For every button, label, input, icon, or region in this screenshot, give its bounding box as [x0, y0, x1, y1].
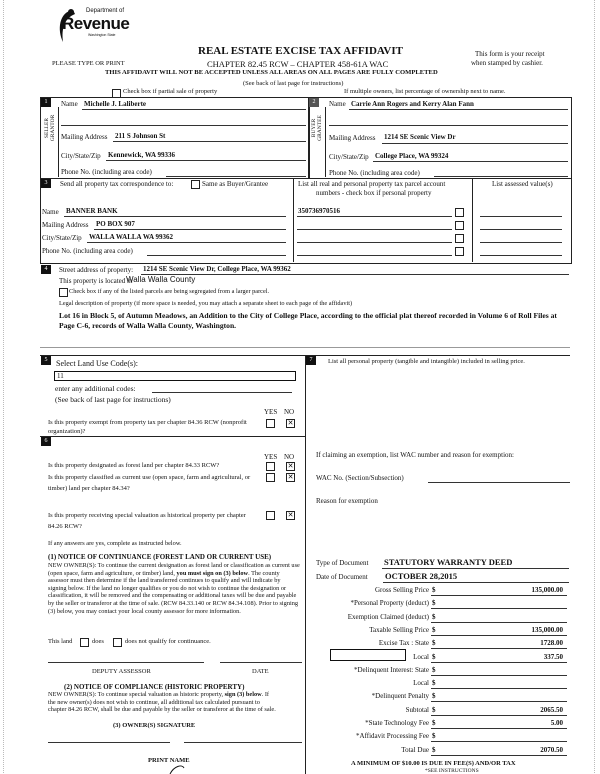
total-row-value[interactable]: 2065.50	[540, 705, 563, 714]
notice-continuance-title: (1) NOTICE OF CONTINUANCE (FOREST LAND OR CURRENT USE)	[48, 553, 272, 561]
total-row-label: Local	[413, 679, 429, 688]
partial-sale-label: Check box if partial sale of property	[123, 88, 218, 95]
dollar-sign: $	[432, 599, 436, 608]
correspondence-city[interactable]: WALLA WALLA WA 99362	[89, 233, 173, 241]
total-row-label: *Delinquent Penalty	[371, 692, 429, 701]
assessed-value-field[interactable]	[480, 255, 562, 256]
dollar-sign: $	[432, 745, 436, 754]
dollar-sign: $	[432, 732, 436, 741]
assessed-value-field[interactable]	[480, 229, 562, 230]
see-back-note: (See back of last page for instructions)	[243, 80, 344, 87]
local-jurisdiction-input[interactable]	[330, 649, 406, 661]
notice-compliance-title: (2) NOTICE OF COMPLIANCE (HISTORIC PROPERTY)	[64, 683, 245, 691]
section-number-7: 7	[306, 356, 316, 365]
forest-yes-checkbox[interactable]	[266, 462, 275, 471]
scan-edge-left	[3, 0, 4, 773]
correspondence-address[interactable]: PO BOX 907	[96, 220, 135, 228]
current-use-no-checkbox[interactable]: ✕	[287, 473, 294, 481]
total-row-label: Total Due	[401, 745, 429, 754]
total-row-value[interactable]: 1728.00	[540, 639, 563, 648]
wac-number-field[interactable]	[428, 482, 570, 483]
personal-property-checkbox[interactable]	[455, 208, 464, 217]
dollar-sign: $	[432, 705, 436, 714]
seller-city[interactable]: Kennewick, WA 99336	[108, 151, 175, 159]
owner-signature-line-1[interactable]	[48, 742, 170, 743]
property-county[interactable]: Walla Walla County	[126, 275, 196, 284]
parcel-number[interactable]: 350736970516	[298, 207, 340, 215]
assessed-value-field[interactable]	[480, 216, 562, 217]
type-or-print: PLEASE TYPE OR PRINT	[52, 60, 125, 67]
section-number-4: 4	[41, 265, 51, 274]
dollar-sign: $	[432, 665, 436, 674]
same-as-buyer-checkbox[interactable]	[191, 180, 200, 189]
correspondence-phone-field[interactable]	[147, 255, 286, 256]
dollar-sign: $	[432, 679, 436, 688]
assessed-value-field[interactable]	[480, 242, 562, 243]
notice-continuance-text: NEW OWNER(S): To continue the current designation as forest land or classification as current use (open space, farm and agriculture, or timber) land, you must sign on (3) below. The county assessor must then determine if the land transferred continues to qualify and will indicate by signing below. If the land no longer qualifies or you do not wish to continue the designation or classification, it will be removed and the compensating or additional taxes will be due and payable by the seller or transferor at the time of sale. (RCW 84.33.140 or RCW 84.34.108). Prior to signing (3) below, you may contact your local county assessor for more information.	[48, 562, 300, 615]
personal-property-checkbox[interactable]	[455, 247, 464, 256]
assessor-date-line[interactable]	[220, 662, 302, 663]
receipt-note-2: when stamped by cashier.	[471, 59, 543, 67]
section-number-3: 3	[41, 179, 51, 188]
buyer-address[interactable]: 1214 SE Scenic View Dr	[384, 133, 456, 141]
legal-description[interactable]: Lot 16 in Block 5, of Autumn Meadows, an Addition to the City of College Place, according to the official plat thereof recorded in Volume 6 of Roll Files at Page C-6, records of Walla Walla County, Washington.	[59, 311, 557, 330]
total-row-label: Local	[413, 652, 429, 661]
seller-name[interactable]: Michelle J. Laliberte	[84, 100, 147, 108]
total-row-label: *Affidavit Processing Fee	[356, 732, 429, 741]
personal-property-checkbox[interactable]	[455, 221, 464, 230]
multiple-owners-note: If multiple owners, list percentage of ownership next to name.	[344, 88, 506, 95]
dollar-sign: $	[432, 692, 436, 701]
land-use-code-input[interactable]: 11	[54, 371, 296, 381]
form-chapter: CHAPTER 82.45 RCW – CHAPTER 458-61A WAC	[207, 59, 389, 69]
correspondence-name[interactable]: BANNER BANK	[66, 207, 118, 215]
historic-no-checkbox[interactable]: ✕	[287, 511, 294, 519]
total-row-label: *Delinquent Interest: State	[353, 665, 429, 674]
receipt-note-1: This form is your receipt	[475, 50, 545, 58]
deputy-assessor-signature-line[interactable]	[48, 662, 204, 663]
dollar-sign: $	[432, 639, 436, 648]
warning-text: THIS AFFIDAVIT WILL NOT BE ACCEPTED UNLESS ALL AREAS ON ALL PAGES ARE FULLY COMPLETED	[105, 69, 438, 76]
total-row-value[interactable]: 2070.50	[540, 745, 563, 754]
section-number-2: 2	[309, 98, 319, 107]
buyer-phone-field[interactable]	[434, 176, 568, 177]
total-row-value[interactable]: 5.00	[550, 719, 563, 727]
total-row-label: Subtotal	[405, 705, 429, 714]
forest-no-checkbox[interactable]: ✕	[287, 462, 294, 470]
section-number-6: 6	[41, 437, 51, 446]
total-row-value[interactable]: 337.50	[543, 652, 563, 661]
dollar-sign: $	[432, 612, 436, 621]
owner-signature-title: (3) OWNER(S) SIGNATURE	[113, 722, 196, 729]
total-row-label: Excise Tax : State	[378, 639, 429, 648]
historic-yes-checkbox[interactable]	[266, 511, 275, 520]
total-row-label: Gross Selling Price	[374, 586, 429, 594]
current-use-yes-checkbox[interactable]	[266, 473, 275, 482]
seller-side-label: SELLER GRANTOR	[44, 114, 56, 142]
buyer-name[interactable]: Carrie Ann Rogers and Kerry Alan Fann	[351, 100, 474, 108]
seller-phone-field[interactable]	[166, 176, 306, 177]
personal-property-checkbox[interactable]	[455, 234, 464, 243]
total-row-label: Exemption Claimed (deduct)	[347, 612, 429, 621]
dollar-sign: $	[432, 625, 436, 634]
dollar-sign: $	[432, 586, 436, 594]
seller-address[interactable]: 211 S Johnson St	[115, 132, 166, 140]
buyer-side-label: BUYER GRANTEE	[311, 115, 323, 141]
total-row-label: Taxable Selling Price	[369, 625, 429, 634]
document-type[interactable]: STATUTORY WARRANTY DEED	[384, 557, 513, 567]
buyer-city[interactable]: College Place, WA 99324	[375, 152, 449, 160]
property-street[interactable]: 1214 SE Scenic View Dr, College Place, WA 99362	[143, 265, 291, 273]
section-number-1: 1	[41, 98, 51, 107]
document-date[interactable]: OCTOBER 28,2015	[385, 571, 458, 581]
segregated-checkbox[interactable]	[59, 288, 68, 297]
additional-codes-field[interactable]	[152, 392, 292, 393]
dollar-sign: $	[432, 652, 436, 661]
notice-compliance-text: NEW OWNER(S): To continue special valuation as historic property, sign (3) below. If the new owner(s) does not wish to continue, all additional tax calculated pursuant to chapter 84.26 RCW, shall be due and payable by the seller or transferor at the time of sale.	[48, 691, 276, 714]
land-does-not-checkbox[interactable]	[113, 638, 122, 647]
land-does-checkbox[interactable]	[80, 638, 89, 647]
scan-edge-right	[594, 0, 595, 773]
section-number-5: 5	[41, 356, 51, 365]
minimum-due-note: A MINIMUM OF $10.00 IS DUE IN FEE(S) AND/OR TAX	[351, 760, 516, 767]
total-row-label: *Personal Property (deduct)	[350, 599, 429, 608]
total-row-label: *State Technology Fee	[365, 719, 429, 727]
exempt-no-checkbox[interactable]: ✕	[287, 419, 294, 427]
exempt-yes-checkbox[interactable]	[266, 419, 275, 428]
form-title: REAL ESTATE EXCISE TAX AFFIDAVIT	[198, 45, 403, 57]
total-row-value[interactable]: 135,000.00	[531, 586, 563, 594]
dollar-sign: $	[432, 719, 436, 727]
owner-signature-line-2[interactable]	[184, 742, 302, 743]
total-row-value[interactable]: 135,000.00	[531, 625, 563, 634]
